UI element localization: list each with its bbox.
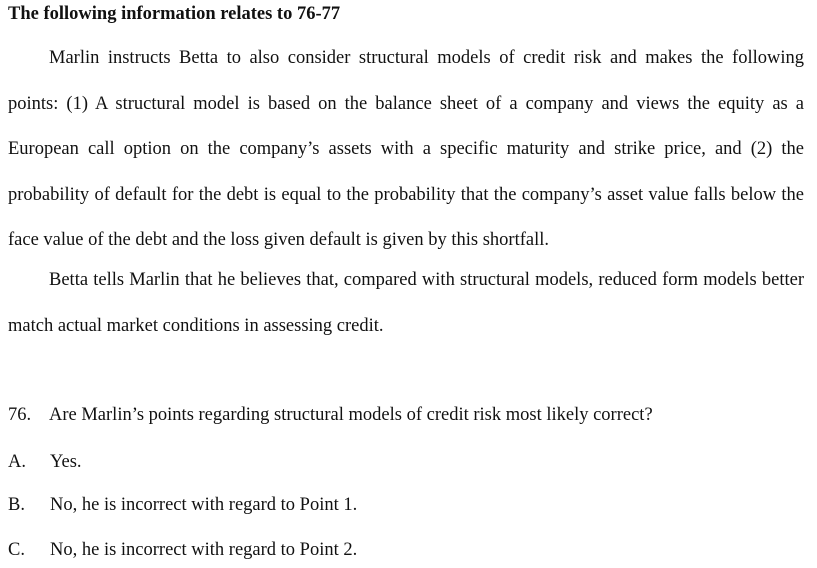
answer-option-c[interactable]: [8, 539, 357, 561]
answer-option-b[interactable]: [8, 494, 357, 516]
option-letter: A.: [8, 452, 26, 472]
section-heading: The following information relates to 76-77: [8, 4, 341, 24]
option-text: No, he is incorrect with regard to Point 2.: [50, 540, 358, 560]
paragraph-betta-reply: Betta tells Marlin that he believes that, compared with structural models, reduced form models better match actual market conditions in assessing credit.: [8, 270, 804, 336]
paragraph-marlin-points: Marlin instructs Betta to also consider structural models of credit risk and makes the following points: (1) A structural model is based on the balance sheet of a company and views the equity as a European call option on the company’s assets with a specific maturity and strike price, and (2) the probability of default for the debt is equal to the probability that the company’s asset value falls below the face value of the debt and the loss given default is given by this shortfall.: [8, 48, 804, 250]
option-letter: C.: [8, 540, 25, 560]
question-76: [8, 404, 653, 426]
question-number: 76.: [8, 405, 32, 425]
option-text: Yes.: [50, 452, 82, 472]
option-text: No, he is incorrect with regard to Point 1.: [50, 495, 358, 515]
option-letter: B.: [8, 495, 25, 515]
answer-option-a[interactable]: [8, 451, 82, 473]
question-text: Are Marlin’s points regarding structural models of credit risk most likely correct?: [49, 405, 653, 425]
